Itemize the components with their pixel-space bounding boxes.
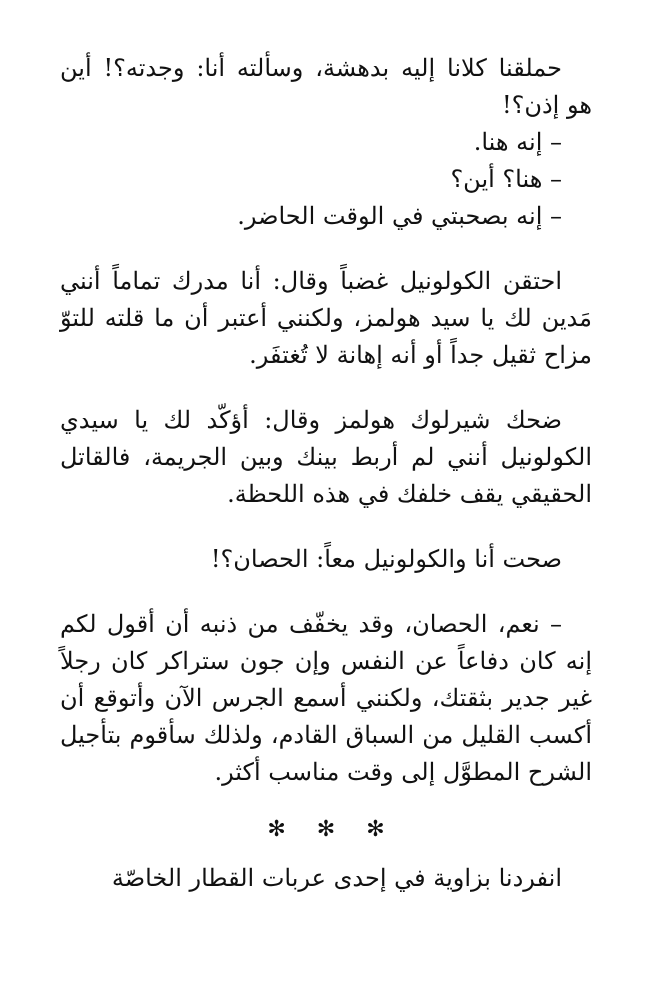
paragraph-holmes-explanation: – نعم، الحصان، وقد يخفّف من ذنبه أن أقول لكم إنه كان دفاعاً عن النفس وإن جون ستراكر كان رجلاً غير جدير بثقتك، ولكنني أسمع الجرس الآن وأتوقع أن أكسب القليل من السباق القادم، ولذلك سأقوم بتأجيل الشرح المطوَّل إلى وقت مناسب أكثر.: [60, 610, 592, 786]
section-separator: [60, 811, 592, 848]
paragraph-the-horse: صحت أنا والكولونيل معاً: الحصان؟!: [210, 545, 562, 573]
paragraph-astonishment: حملقنا كلانا إليه بدهشة، وسألته أنا: وجدته؟! أين هو إذن؟!: [60, 54, 592, 119]
dialog-line-company: – إنه بصحبتي في الوقت الحاضر.: [237, 202, 562, 230]
dialog-line-where: – هنا؟ أين؟: [450, 165, 562, 193]
asterism-star-icon: ✻: [316, 817, 336, 842]
asterism-star-icon: ✻: [366, 817, 385, 842]
book-page: [60, 50, 592, 897]
paragraph-train-carriage: انفردنا بزاوية في إحدى عربات القطار الخاصّة: [111, 864, 562, 892]
dialog-line-here: – إنه هنا.: [473, 128, 562, 156]
paragraph-holmes-laugh: ضحك شيرلوك هولمز وقال: أؤكّد لك يا سيدي الكولونيل أنني لم أربط بينك وبين الجريمة، فالقاتل الحقيقي يقف خلفك في هذه اللحظة.: [60, 406, 592, 508]
paragraph-colonel-anger: احتقن الكولونيل غضباً وقال: أنا مدرك تماماً أنني مَدين لك يا سيد هولمز، ولكنني أعتبر أن ما قلته للتوّ مزاح ثقيل جداً أو أنه إهانة لا تُغتفَر.: [60, 267, 592, 369]
asterism-star-icon: ✻: [267, 817, 286, 842]
